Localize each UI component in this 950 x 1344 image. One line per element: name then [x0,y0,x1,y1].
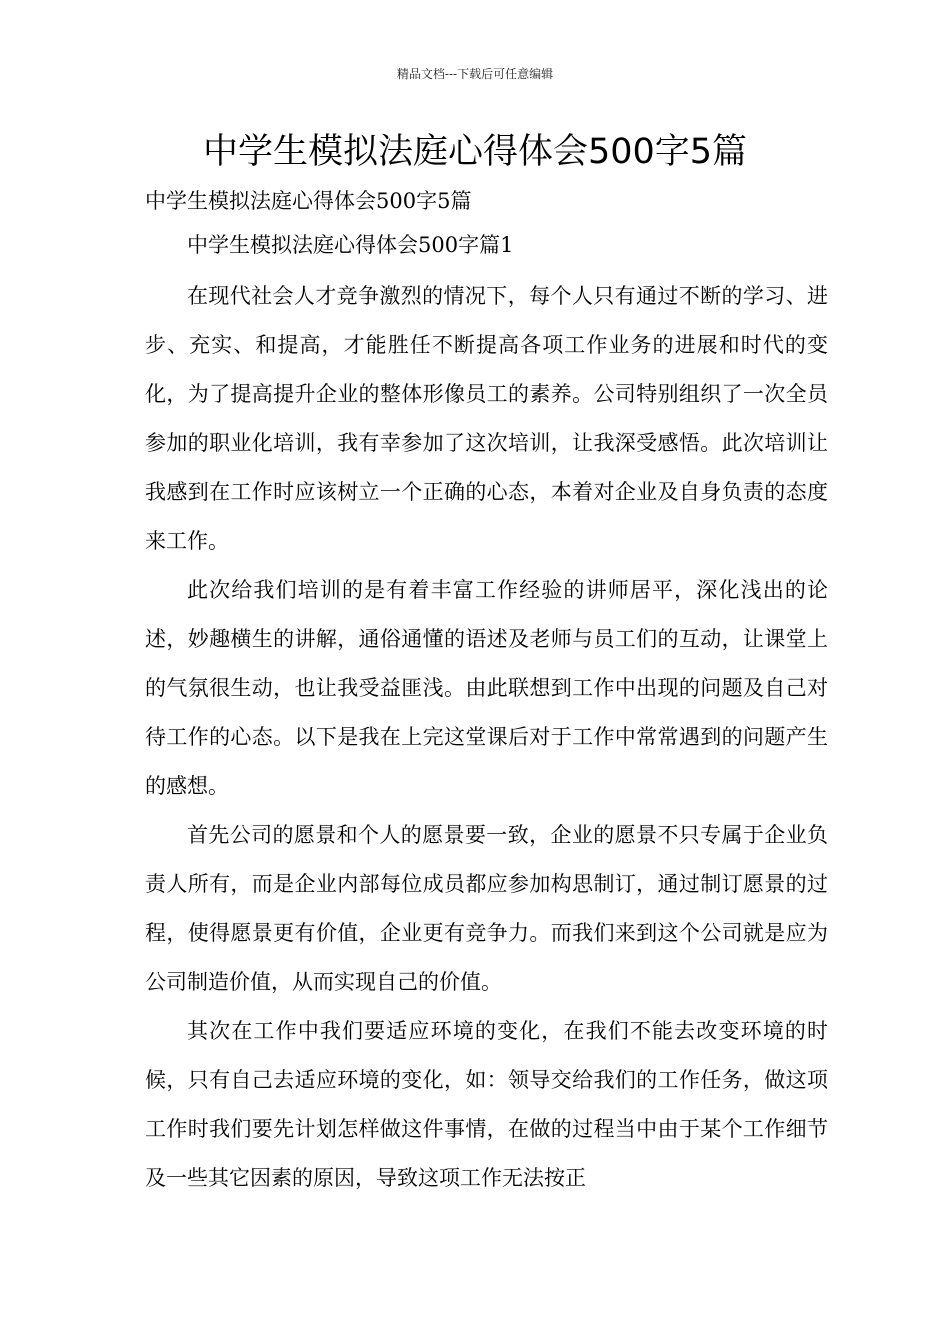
paragraph: 此次给我们培训的是有着丰富工作经验的讲师居平，深化浅出的论述，妙趣横生的讲解，通俗通懂的语述及老师与员工们的互动，让课堂上的气氛很生动，也让我受益匪浅。由此联想到工作中出现的问题及自己对待工作的心态。以下是我在上完这堂课后对于工作中常常遇到的问题产生的感想。 [145,578,828,798]
paragraph: 其次在工作中我们要适应环境的变化，在我们不能去改变环境的时候，只有自己去适应环境的变化，如：领导交给我们的工作任务，做这项工作时我们要先计划怎样做这件事情，在做的过程当中由于某个工作细节及一些其它因素的原因，导致这项工作无法按正 [145,1019,828,1190]
paragraph: 在现代社会人才竞争激烈的情况下，每个人只有通过不断的学习、进步、充实、和提高，才能胜任不断提高各项工作业务的进展和时代的变化，为了提高提升企业的整体形像员工的素养。公司特别组织了一次全员参加的职业化培训，我有幸参加了这次培训，让我深受感悟。此次培训让我感到在工作时应该树立一个正确的心态，本着对企业及自身负责的态度来工作。 [145,284,828,553]
document-body [145,184,828,1203]
header-note: 精品文档---下载后可任意编辑 [396,67,554,81]
document-subtitle: 中学生模拟法庭心得体会500字5篇 [145,189,472,213]
section-heading: 中学生模拟法庭心得体会500字篇1 [187,233,514,257]
paragraph: 首先公司的愿景和个人的愿景要一致，企业的愿景不只专属于企业负责人所有，而是企业内部每位成员都应参加构思制订，通过制订愿景的过程，使得愿景更有价值，企业更有竞争力。而我们来到这个公司就是应为公司制造价值，从而实现自己的价值。 [145,823,828,994]
document-title: 中学生模拟法庭心得体会500字5篇 [202,132,748,172]
